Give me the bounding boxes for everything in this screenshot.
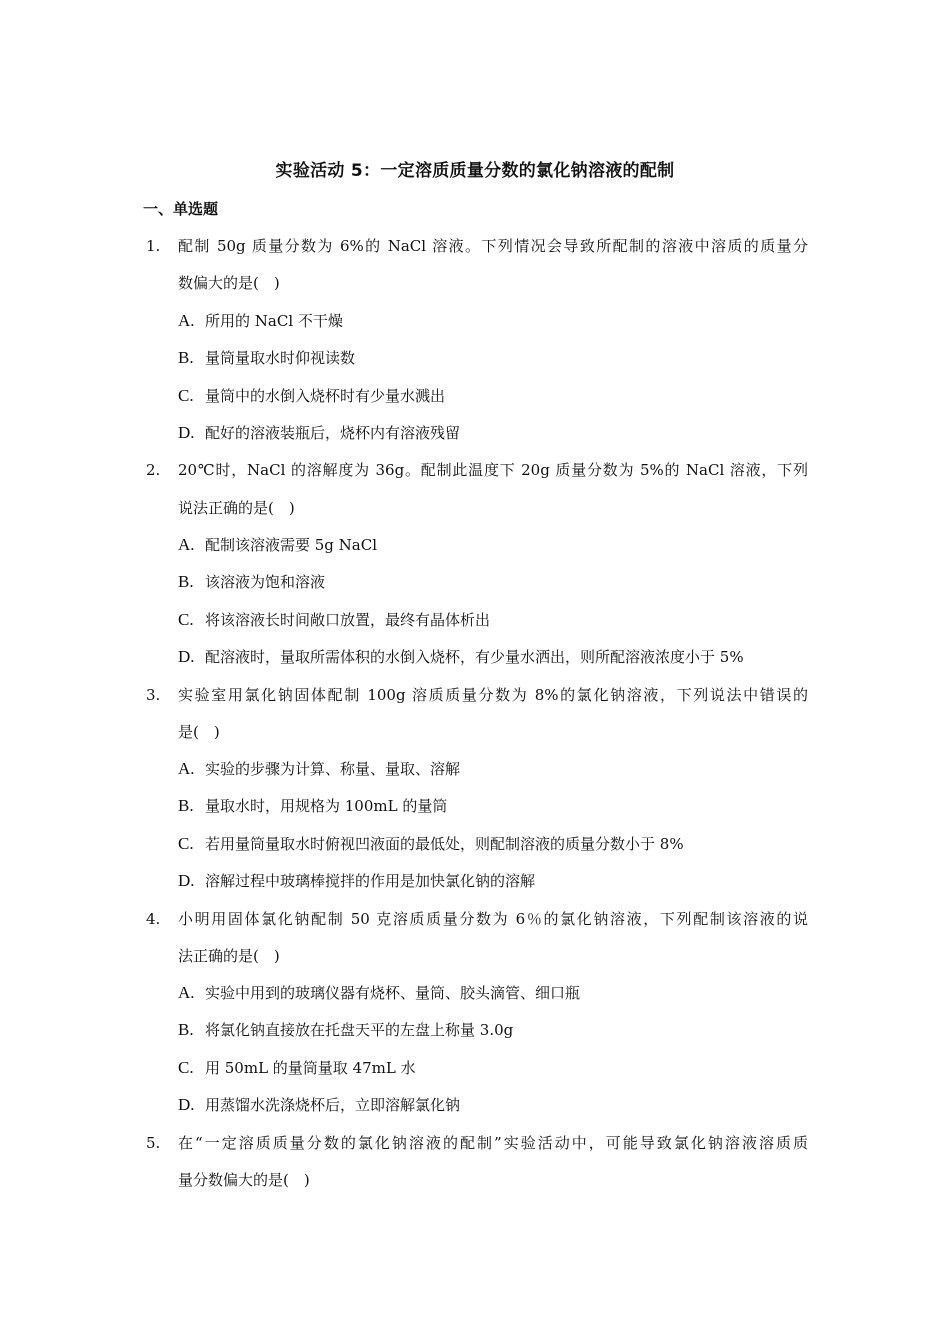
- answer-option[interactable]: [178, 346, 808, 370]
- answer-option[interactable]: [178, 533, 808, 557]
- option-text: 用蒸馏水洗涤烧杯后，立即溶解氯化钠: [205, 1096, 461, 1114]
- option-text: 溶解过程中玻璃棒搅拌的作用是加快氯化钠的溶解: [205, 872, 536, 890]
- answer-option[interactable]: [178, 981, 808, 1005]
- answer-option[interactable]: [178, 869, 808, 893]
- answer-option[interactable]: [178, 645, 808, 669]
- section-heading: 一、单选题: [143, 200, 219, 218]
- option-text: 实验中用到的玻璃仪器有烧杯、量筒、胶头滴管、细口瓶: [205, 984, 581, 1002]
- answer-option[interactable]: [178, 1018, 808, 1042]
- option-letter: C.: [178, 1058, 194, 1077]
- option-letter: A.: [178, 535, 195, 554]
- option-letter: D.: [178, 871, 195, 890]
- option-letter: D.: [178, 647, 195, 666]
- question-stem-line: 配制 50g 质量分数为 6%的 NaCl 溶液。下列情况会导致所配制的溶液中溶质的质量分: [178, 237, 808, 255]
- question-stem-line: 法正确的是( ): [178, 947, 280, 965]
- question-stem-line: 数偏大的是( ): [178, 274, 280, 292]
- option-letter: A.: [178, 983, 195, 1002]
- option-text: 配溶液时，量取所需体积的水倒入烧杯，有少量水洒出，则所配溶液浓度小于 5%: [205, 648, 744, 666]
- question-stem-line: 说法正确的是( ): [178, 499, 295, 517]
- option-text: 配制该溶液需要 5g NaCl: [205, 536, 378, 554]
- question-stem-line: 在“一定溶质质量分数的氯化钠溶液的配制”实验活动中，可能导致氯化钠溶液溶质质: [178, 1134, 808, 1152]
- option-text: 量筒中的水倒入烧杯时有少量水溅出: [205, 387, 446, 405]
- answer-option[interactable]: [178, 1056, 808, 1080]
- option-letter: B.: [178, 348, 194, 367]
- answer-option[interactable]: [178, 570, 808, 594]
- question-stem-line: 实验室用氯化钠固体配制 100g 溶质质量分数为 8%的氯化钠溶液，下列说法中错误的: [178, 686, 808, 704]
- question-stem-line: 20℃时，NaCl 的溶解度为 36g。配制此温度下 20g 质量分数为 5%的 NaCl 溶液，下列: [178, 461, 808, 479]
- answer-option[interactable]: [178, 421, 808, 445]
- answer-option[interactable]: [178, 794, 808, 818]
- option-text: 量筒量取水时仰视读数: [205, 349, 356, 367]
- option-letter: B.: [178, 796, 194, 815]
- question-number: 4.: [146, 910, 161, 928]
- option-letter: B.: [178, 1020, 194, 1039]
- option-letter: C.: [178, 834, 194, 853]
- option-text: 量取水时，用规格为 100mL 的量筒: [205, 797, 448, 815]
- option-text: 该溶液为饱和溶液: [205, 573, 326, 591]
- answer-option[interactable]: [178, 832, 808, 856]
- question-stem-line: 是( ): [178, 723, 220, 741]
- option-text: 将氯化钠直接放在托盘天平的左盘上称量 3.0g: [205, 1021, 514, 1039]
- answer-option[interactable]: [178, 757, 808, 781]
- document-title: 实验活动 5：一定溶质质量分数的氯化钠溶液的配制: [275, 161, 675, 181]
- answer-option[interactable]: [178, 1093, 808, 1117]
- question-number: 2.: [146, 461, 161, 479]
- option-letter: C.: [178, 386, 194, 405]
- option-letter: D.: [178, 423, 195, 442]
- option-text: 实验的步骤为计算、称量、量取、溶解: [205, 760, 461, 778]
- answer-option[interactable]: [178, 608, 808, 632]
- option-letter: B.: [178, 572, 194, 591]
- option-letter: D.: [178, 1095, 195, 1114]
- option-text: 用 50mL 的量筒量取 47mL 水: [205, 1059, 416, 1077]
- question-number: 3.: [146, 686, 161, 704]
- option-text: 若用量筒量取水时俯视凹液面的最低处，则配制溶液的质量分数小于 8%: [205, 835, 684, 853]
- answer-option[interactable]: [178, 309, 808, 333]
- option-letter: C.: [178, 610, 194, 629]
- question-number: 1.: [146, 237, 161, 255]
- option-letter: A.: [178, 759, 195, 778]
- option-letter: A.: [178, 311, 195, 330]
- answer-option[interactable]: [178, 384, 808, 408]
- option-text: 将该溶液长时间敞口放置，最终有晶体析出: [205, 611, 491, 629]
- question-stem-line: 量分数偏大的是( ): [178, 1171, 310, 1189]
- option-text: 配好的溶液装瓶后，烧杯内有溶液残留: [205, 424, 461, 442]
- option-text: 所用的 NaCl 不干燥: [205, 312, 343, 330]
- question-stem-line: 小明用固体氯化钠配制 50 克溶质质量分数为 6％的氯化钠溶液，下列配制该溶液的说: [178, 910, 808, 928]
- question-number: 5.: [146, 1134, 161, 1152]
